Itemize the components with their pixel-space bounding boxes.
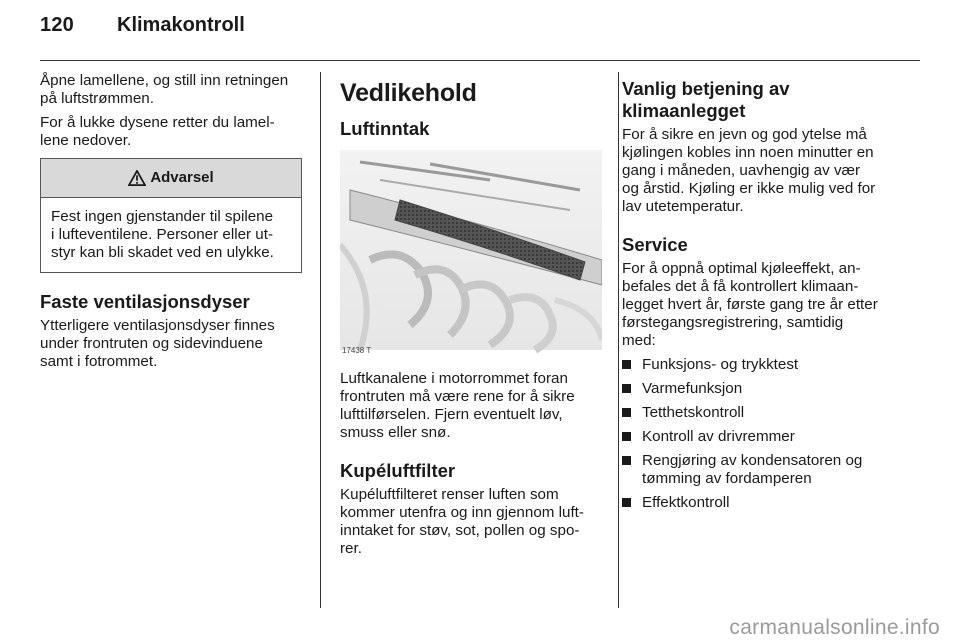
header-rule — [40, 60, 920, 61]
warning-box — [40, 158, 302, 273]
warning-body: Fest ingen gjenstander til spilene i lufteventilene. Personer eller ut- styr kan bli skadet ved en ulykke. — [51, 208, 274, 261]
section-heading-main: Vedlikehold — [340, 79, 477, 107]
list-item: Effektkontroll — [622, 494, 912, 512]
section-heading: Vanlig betjening av klimaanlegget — [622, 78, 790, 121]
bullet-square-icon — [622, 456, 631, 465]
list-item: Tetthetskontroll — [622, 404, 912, 422]
list-item: Rengjøring av kondensatoren og tømming av fordamperen — [622, 452, 912, 488]
paragraph: Ytterligere ventilasjonsdyser finnes under frontruten og sidevinduene samt i fotrommet. — [40, 317, 275, 370]
column-3 — [622, 72, 912, 518]
bullet-square-icon — [622, 432, 631, 441]
warning-header — [41, 159, 301, 198]
service-list — [622, 356, 912, 512]
bullet-square-icon — [622, 360, 631, 369]
page-number: 120 — [40, 14, 74, 36]
warning-title: Advarsel — [150, 169, 214, 186]
section-subheading: Luftinntak — [340, 118, 430, 139]
list-item: Kontroll av drivremmer — [622, 428, 912, 446]
list-item: Varmefunksjon — [622, 380, 912, 398]
page-header-title: Klimakontroll — [117, 14, 245, 36]
list-item: Funksjons- og trykktest — [622, 356, 912, 374]
figure-code: 17438 T — [342, 346, 372, 355]
column-1 — [40, 72, 302, 377]
bullet-square-icon — [622, 498, 631, 507]
bullet-square-icon — [622, 408, 631, 417]
column-divider — [618, 72, 619, 608]
section-heading: Faste ventilasjonsdyser — [40, 291, 250, 312]
section-heading: Kupéluftfilter — [340, 460, 456, 481]
air-intake-illustration — [340, 150, 602, 360]
warning-triangle-icon — [128, 170, 146, 186]
paragraph: Åpne lamellene, og still inn retningen på luftstrømmen. — [40, 72, 289, 107]
paragraph: For å lukke dysene retter du lamel- lene nedover. — [40, 114, 275, 149]
watermark: carmanualsonline.info — [729, 616, 940, 639]
bullet-square-icon — [622, 384, 631, 393]
section-heading: Service — [622, 234, 688, 255]
paragraph: Kupéluftfilteret renser luften som kommer utenfra og inn gjennom luft- inntaket for støv, sot, pollen og spo- rer. — [340, 486, 584, 557]
paragraph: Luftkanalene i motorrommet foran frontruten må være rene for å sikre lufttilførselen. Fjern eventuelt løv, smuss eller snø. — [340, 370, 575, 441]
paragraph: For å sikre en jevn og god ytelse må kjølingen kobles inn noen minutter en gang i måneden, uavhengig av vær og årstid. Kjøling er ikke mulig ved for lav utetemperatur. — [622, 126, 876, 215]
air-intake-figure — [340, 150, 602, 360]
paragraph: For å oppnå optimal kjøleeffekt, an- befales det å få kontrollert klimaan- legget hvert år, første gang tre år etter førstegangsregistrering, samtidig med: — [622, 260, 878, 349]
column-divider — [320, 72, 321, 608]
column-2 — [340, 72, 602, 564]
